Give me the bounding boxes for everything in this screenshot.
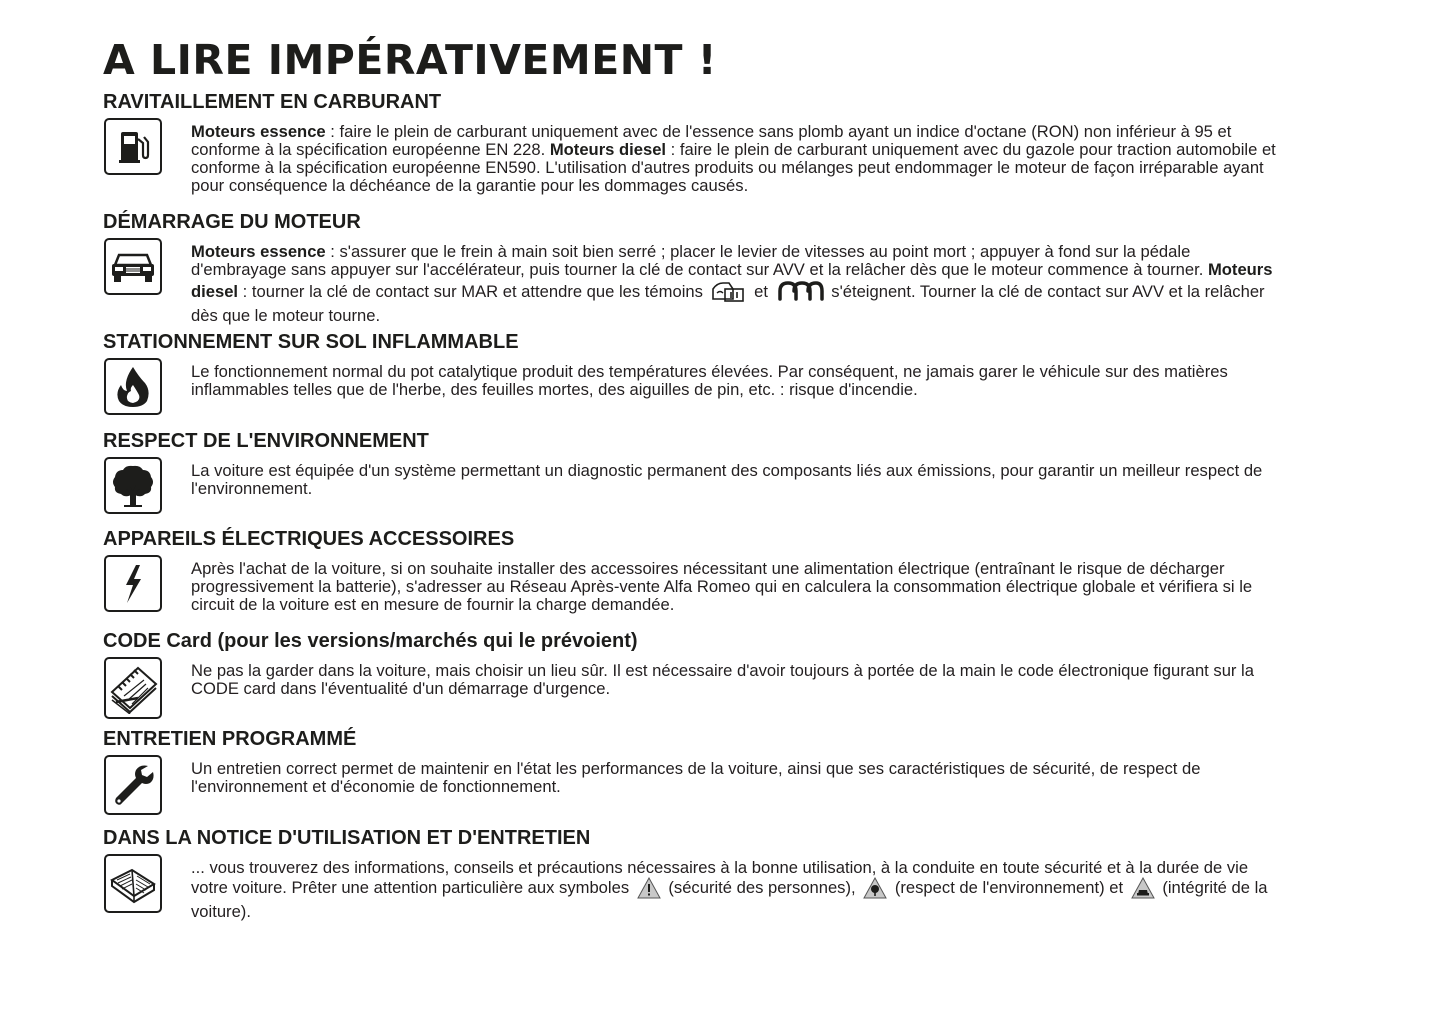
- glow-plug-warning-icon: [711, 279, 747, 307]
- section-text: Ne pas la garder dans la voiture, mais choisir un lieu sûr. Il est nécessaire d'avoir toujours à portée de la main le code électronique figurant sur la CODE card dans l'éventualité d'un démarrage d'urgence.: [191, 661, 1254, 698]
- section-fuel: [103, 91, 1278, 195]
- section-maintenance: [103, 728, 1278, 796]
- flame-icon: [104, 358, 162, 415]
- fuel-pump-icon: [104, 118, 162, 175]
- section-heading: ENTRETIEN PROGRAMMÉ: [103, 728, 357, 750]
- section-text: [191, 238, 1278, 325]
- label-petrol: Moteurs essence: [191, 242, 326, 261]
- notebook-icon: [104, 657, 162, 719]
- section-heading: STATIONNEMENT SUR SOL INFLAMMABLE: [103, 331, 519, 353]
- section-parking: [103, 331, 1278, 399]
- section-heading: CODE Card (pour les versions/marchés qui le prévoient): [103, 630, 638, 652]
- label-diesel: Moteurs diesel: [191, 260, 1273, 301]
- warning-triangle-icon: [637, 877, 661, 903]
- text-part-3: (respect de l'environnement) et: [894, 878, 1124, 897]
- preheating-coil-icon: [776, 279, 824, 307]
- section-text: La voiture est équipée d'un système permettant un diagnostic permanent des composants liés aux émissions, pour garantir un meilleur respect de l'environnement.: [191, 461, 1263, 498]
- text-part-1: ... vous trouverez des informations, conseils et précautions nécessaires à la bonne utilisation, à la conduite en toute sécurité et à la durée de vie votre voiture. Prêter une attention particulière aux symboles: [191, 858, 1249, 897]
- environment-triangle-icon: [863, 877, 887, 903]
- section-engine-start: [103, 211, 1278, 325]
- section-code-card: [103, 630, 1278, 698]
- section-environment: [103, 430, 1278, 498]
- vehicle-integrity-triangle-icon: [1131, 877, 1155, 903]
- section-heading: RESPECT DE L'ENVIRONNEMENT: [103, 430, 429, 452]
- text-diesel-2: s'éteignent. Tourner la clé de contact sur AVV et la relâcher dès que le moteur tourne.: [191, 282, 1265, 325]
- section-heading: DÉMARRAGE DU MOTEUR: [103, 211, 361, 233]
- section-heading: RAVITAILLEMENT EN CARBURANT: [103, 91, 442, 113]
- section-text: Le fonctionnement normal du pot catalytique produit des températures élevées. Par conséquent, ne jamais garer le véhicule sur des matières inflammables telles que de l'herbe, des feuilles mortes, des aiguilles de pin, etc. : risque d'incendie.: [191, 362, 1228, 399]
- lightning-icon: [104, 555, 162, 612]
- section-text: Un entretien correct permet de maintenir en l'état les performances de la voiture, ainsi que ses caractéristiques de sécurité, de respect de l'environnement et d'économie de fonctionnement.: [191, 759, 1201, 796]
- text-diesel-1: : tourner la clé de contact sur MAR et attendre que les témoins: [238, 282, 703, 301]
- wrench-icon: [104, 755, 162, 815]
- open-book-icon: [104, 854, 162, 913]
- text-petrol: : s'assurer que le frein à main soit bien serré ; placer le levier de vitesses au point mort ; appuyer à fond sur la pédale d'embrayage sans appuyer sur l'accélérateur, puis tourner la clé de contact sur AVV et la relâcher dès que le moteur commence à tourner.: [191, 242, 1208, 279]
- text-petrol: : faire le plein de carburant uniquement avec de l'essence sans plomb ayant un indice d'octane (RON) non inférieur à 95 et conforme à la spécification européenne EN 228.: [191, 122, 1232, 159]
- car-front-icon: [104, 238, 162, 295]
- section-electrical: [103, 528, 1278, 614]
- section-heading: APPAREILS ÉLECTRIQUES ACCESSOIRES: [103, 528, 515, 550]
- section-text: Après l'achat de la voiture, si on souhaite installer des accessoires nécessitant une alimentation électrique (entraînant le risque de décharger progressivement la batterie), s'adresser au Réseau Après-vente Alfa Romeo qui en calculera la consommation électrique globale et vérifiera si le circuit de la voiture est en mesure de fournir la charge demandée.: [191, 559, 1253, 614]
- tree-icon: [104, 457, 162, 514]
- label-diesel: Moteurs diesel: [549, 140, 667, 159]
- section-text: [191, 118, 1278, 195]
- section-heading: DANS LA NOTICE D'UTILISATION ET D'ENTRETIEN: [103, 827, 591, 849]
- text-part-2: (sécurité des personnes),: [668, 878, 856, 897]
- text-diesel: : faire le plein de carburant uniquement avec du gazole pour traction automobile et conforme à la spécification européenne EN590. L'utilisation d'autres produits ou mélanges peut endommager le moteur de façon irréparable ayant pour conséquence la déchéance de la garantie pour les dommages causés.: [191, 140, 1276, 195]
- text-and: et: [754, 282, 769, 301]
- label-petrol: Moteurs essence: [191, 122, 326, 141]
- text-part-4: (intégrité de la voiture).: [191, 878, 1268, 921]
- page-title: A LIRE IMPÉRATIVEMENT !: [103, 36, 717, 84]
- section-manual: [103, 827, 1278, 921]
- section-text: [191, 854, 1278, 921]
